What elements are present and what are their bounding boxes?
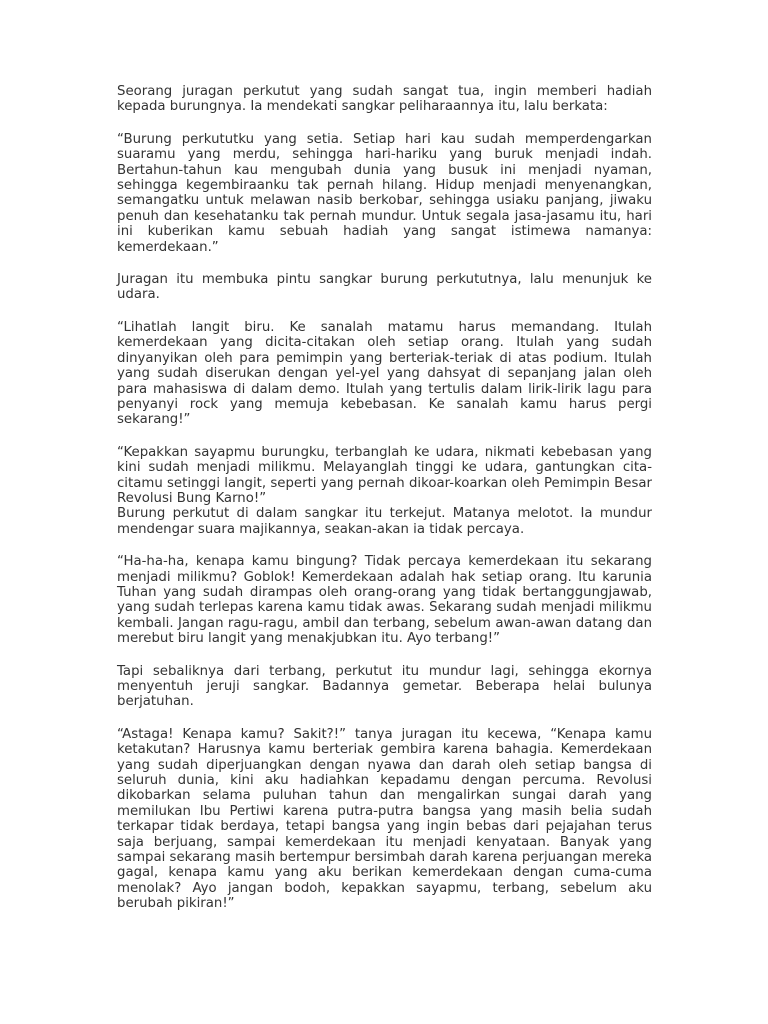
paragraph-speech-4: “Ha-ha-ha, kenapa kamu bingung? Tidak percaya kemerdekaan itu sekarang menjadi milikmu? Goblok! Kemerdekaan adalah hak setiap orang. Itu karunia Tuhan yang sudah dirampas oleh orang-orang yang tidak bertanggungjawab, yang sudah terlepas karena kamu tidak awas. Sekarang sudah menjadi milikmu kembali. Jangan ragu-ragu, ambil dan terbang, sebelum awan-awan datang dan merebut biru langit yang menakjubkan itu. Ayo terbang!” bbox=[117, 554, 652, 647]
paragraph-speech-5: “Astaga! Kenapa kamu? Sakit?!” tanya juragan itu kecewa, “Kenapa kamu ketakutan? Harusnya kamu berteriak gembira karena bahagia. Kemerdekaan yang sudah diperjuangkan dengan nyawa dan darah oleh setiap bangsa di seluruh dunia, kini aku hadiahkan kepadamu dengan percuma. Revolusi dikobarkan selama puluhan tahun dan mengalirkan sungai darah yang memilukan Ibu Pertiwi karena putra-putra bangsa yang masih belia sudah terkapar tidak berdaya, tetapi bangsa yang ingin bebas dari pejajahan terus saja berjuang, sampai kemerdekaan itu menjadi kenyataan. Banyak yang sampai sekarang masih bertempur bersimbah darah karena perjuangan mereka gagal, kenapa kamu yang aku berikan kemerdekaan dengan cuma-cuma menolak? Ayo jangan bodoh, kepakkan sayapmu, terbang, sebelum aku berubah pikiran!” bbox=[117, 726, 653, 912]
paragraph-speech-1: “Burung perkututku yang setia. Setiap hari kau sudah memperdengarkan suaramu yang merdu, sehingga hari-hariku yang buruk menjadi indah. Bertahun-tahun kau mengubah dunia yang busuk ini menjadi nyaman, sehingga kegembiraanku tak pernah hilang. Hidup menjadi menyenangkan, semangatku untuk melawan nasib berkobar, sehingga usiaku panjang, jiwaku penuh dan kesehatanku tak pernah mundur. Untuk segala jasa-jasamu itu, hari ini kuberikan kamu sebuah hadiah yang sangat istimewa namanya: kemerdekaan.” bbox=[117, 131, 652, 255]
paragraph-open-cage: Juragan itu membuka pintu sangkar burung perkututnya, lalu menunjuk ke udara. bbox=[117, 272, 652, 303]
paragraph-speech-2: “Lihatlah langit biru. Ke sanalah matamu harus memandang. Itulah kemerdekaan yang dicita-citakan oleh setiap orang. Itulah yang sudah dinyanyikan oleh para pemimpin yang berteriak-teriak di atas podium. Itulah yang sudah diserukan dengan yel-yel yang dahsyat di sepanjang jalan oleh para mahasiswa di dalam demo. Itulah yang tertulis dalam lirik-lirik lagu para penyanyi rock yang memuja kebebasan. Ke sanalah kamu harus pergi sekarang!” bbox=[117, 319, 652, 428]
paragraph-bird-reaction: Burung perkutut di dalam sangkar itu terkejut. Matanya melotot. Ia mundur mendengar suara majikannya, seakan-akan ia tidak percaya. bbox=[117, 506, 652, 537]
document-page bbox=[117, 84, 652, 929]
paragraph-speech-3: “Kepakkan sayapmu burungku, terbanglah ke udara, nikmati kebebasan yang kini sudah menjadi milikmu. Melayanglah tinggi ke udara, gantungkan cita-citamu setinggi langit, seperti yang pernah dikoar-koarkan oleh Pemimpin Besar Revolusi Bung Karno!” bbox=[117, 444, 652, 506]
paragraph-bird-retreat: Tapi sebaliknya dari terbang, perkutut itu mundur lagi, sehingga ekornya menyentuh jeruji sangkar. Badannya gemetar. Beberapa helai bulunya berjatuhan. bbox=[117, 663, 652, 710]
paragraph-intro: Seorang juragan perkutut yang sudah sangat tua, ingin memberi hadiah kepada burungnya. Ia mendekati sangkar peliharaannya itu, lalu berkata: bbox=[117, 84, 652, 115]
